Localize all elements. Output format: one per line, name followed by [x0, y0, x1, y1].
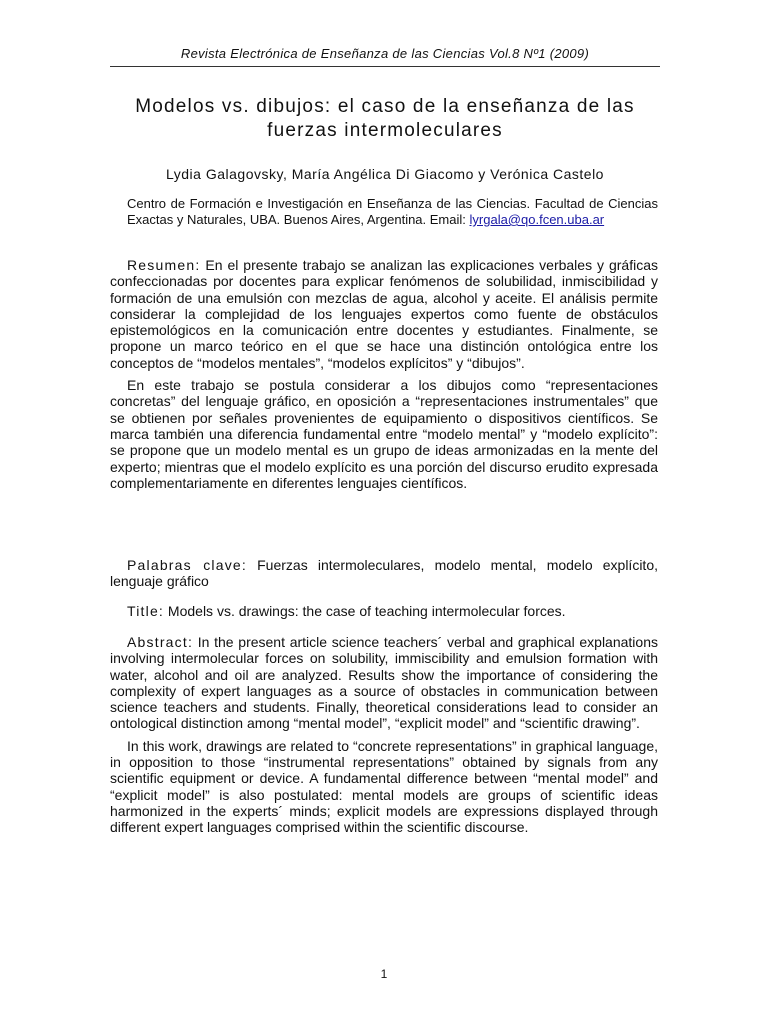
affiliation-body: Centro de Formación e Investigación en Enseñanza de las Ciencias. Facultad de Ciencias Exactas y Naturales, UBA. Buenos Aires, Argentina. Email:: [127, 196, 658, 227]
affiliation-block: [110, 196, 658, 228]
abstract-paragraph-2: In this work, drawings are related to “concrete representations” in graphical language, in opposition to those “instrumental representations” obtained by signals from any scientific equipment or device. A fundamental difference between “mental model” and “explicit model” is also postulated: mental models are groups of scientific ideas harmonized in the experts´ minds; explicit models are expressions displayed through different expert languages comprised within the scientific discourse.: [110, 737, 658, 836]
resumen-section: [110, 257, 658, 491]
journal-header: Revista Electrónica de Enseñanza de las Ciencias Vol.8 Nº1 (2009): [180, 46, 590, 61]
keywords-section: [110, 557, 658, 590]
header-rule: [110, 66, 660, 67]
keywords-text: Fuerzas intermoleculares, modelo mental, modelo explícito, lenguaje gráfico: [110, 557, 658, 590]
keywords-paragraph: [110, 557, 658, 590]
resumen-label: Resumen:: [127, 257, 201, 273]
keywords-label: Palabras clave:: [127, 557, 247, 573]
abstract-paragraph: [110, 634, 658, 732]
abstract-label: Abstract:: [127, 634, 194, 650]
resumen-paragraph: [110, 257, 658, 371]
abstract-text: In the present article science teachers´ verbal and graphical explanations involving intermolecular forces on solubility, immiscibility and emulsion formation with water, alcohol and oil are analyzed. Results show the importance of considering the complexity of expert languages as a source of obstacles in communication between science teachers and students. Finally, theoretical considerations lead to consider an ontological distinction among “mental model”, “explicit model” and “scientific drawing”.: [110, 634, 658, 732]
resumen-text: En el presente trabajo se analizan las explicaciones verbales y gráficas confeccionadas por docentes para explicar fenómenos de solubilidad, inmiscibilidad y formación de una emulsión con mezclas de agua, alcohol y aceite. El análisis permite considerar la complejidad de los lenguajes expertos como fuente de obstáculos epistemológicos en la comunicación entre docentes y estudiantes. Finalmente, se propone un marco teórico en el que se hace una distinción ontológica entre los conceptos de “modelos mentales”, “modelos explícitos” y “dibujos”.: [110, 257, 658, 371]
email-link[interactable]: lyrgala@qo.fcen.uba.ar: [469, 212, 605, 227]
author-list: Lydia Galagovsky, María Angélica Di Giacomo y Verónica Castelo: [166, 166, 604, 182]
resumen-paragraph-2: En este trabajo se postula considerar a los dibujos como “representaciones concretas” del lenguaje gráfico, en oposición a “representaciones instrumentales” que se obtienen por señales provenientes de equipamiento o dispositivos científicos. Se marca también una diferencia fundamental entre “modelo mental” y “modelo explícito”: se propone que un modelo mental es un grupo de ideas armonizadas en la mente del experto; mientras que el modelo explícito es una porción del discurso erudito expresada complementariamente en diferentes lenguajes científicos.: [110, 377, 658, 491]
title-line-2: fuerzas intermoleculares: [267, 120, 503, 141]
affiliation-text: [110, 196, 658, 228]
page-number: 1: [380, 967, 388, 981]
abstract-section: [110, 634, 658, 836]
english-title-section: [110, 603, 658, 619]
article-title: [110, 95, 660, 143]
english-title-label: Title:: [127, 603, 165, 619]
english-title-paragraph: [110, 603, 658, 619]
title-line-1: Modelos vs. dibujos: el caso de la enseñanza de las: [135, 96, 635, 117]
english-title-text: Models vs. drawings: the case of teaching intermolecular forces.: [164, 603, 566, 619]
